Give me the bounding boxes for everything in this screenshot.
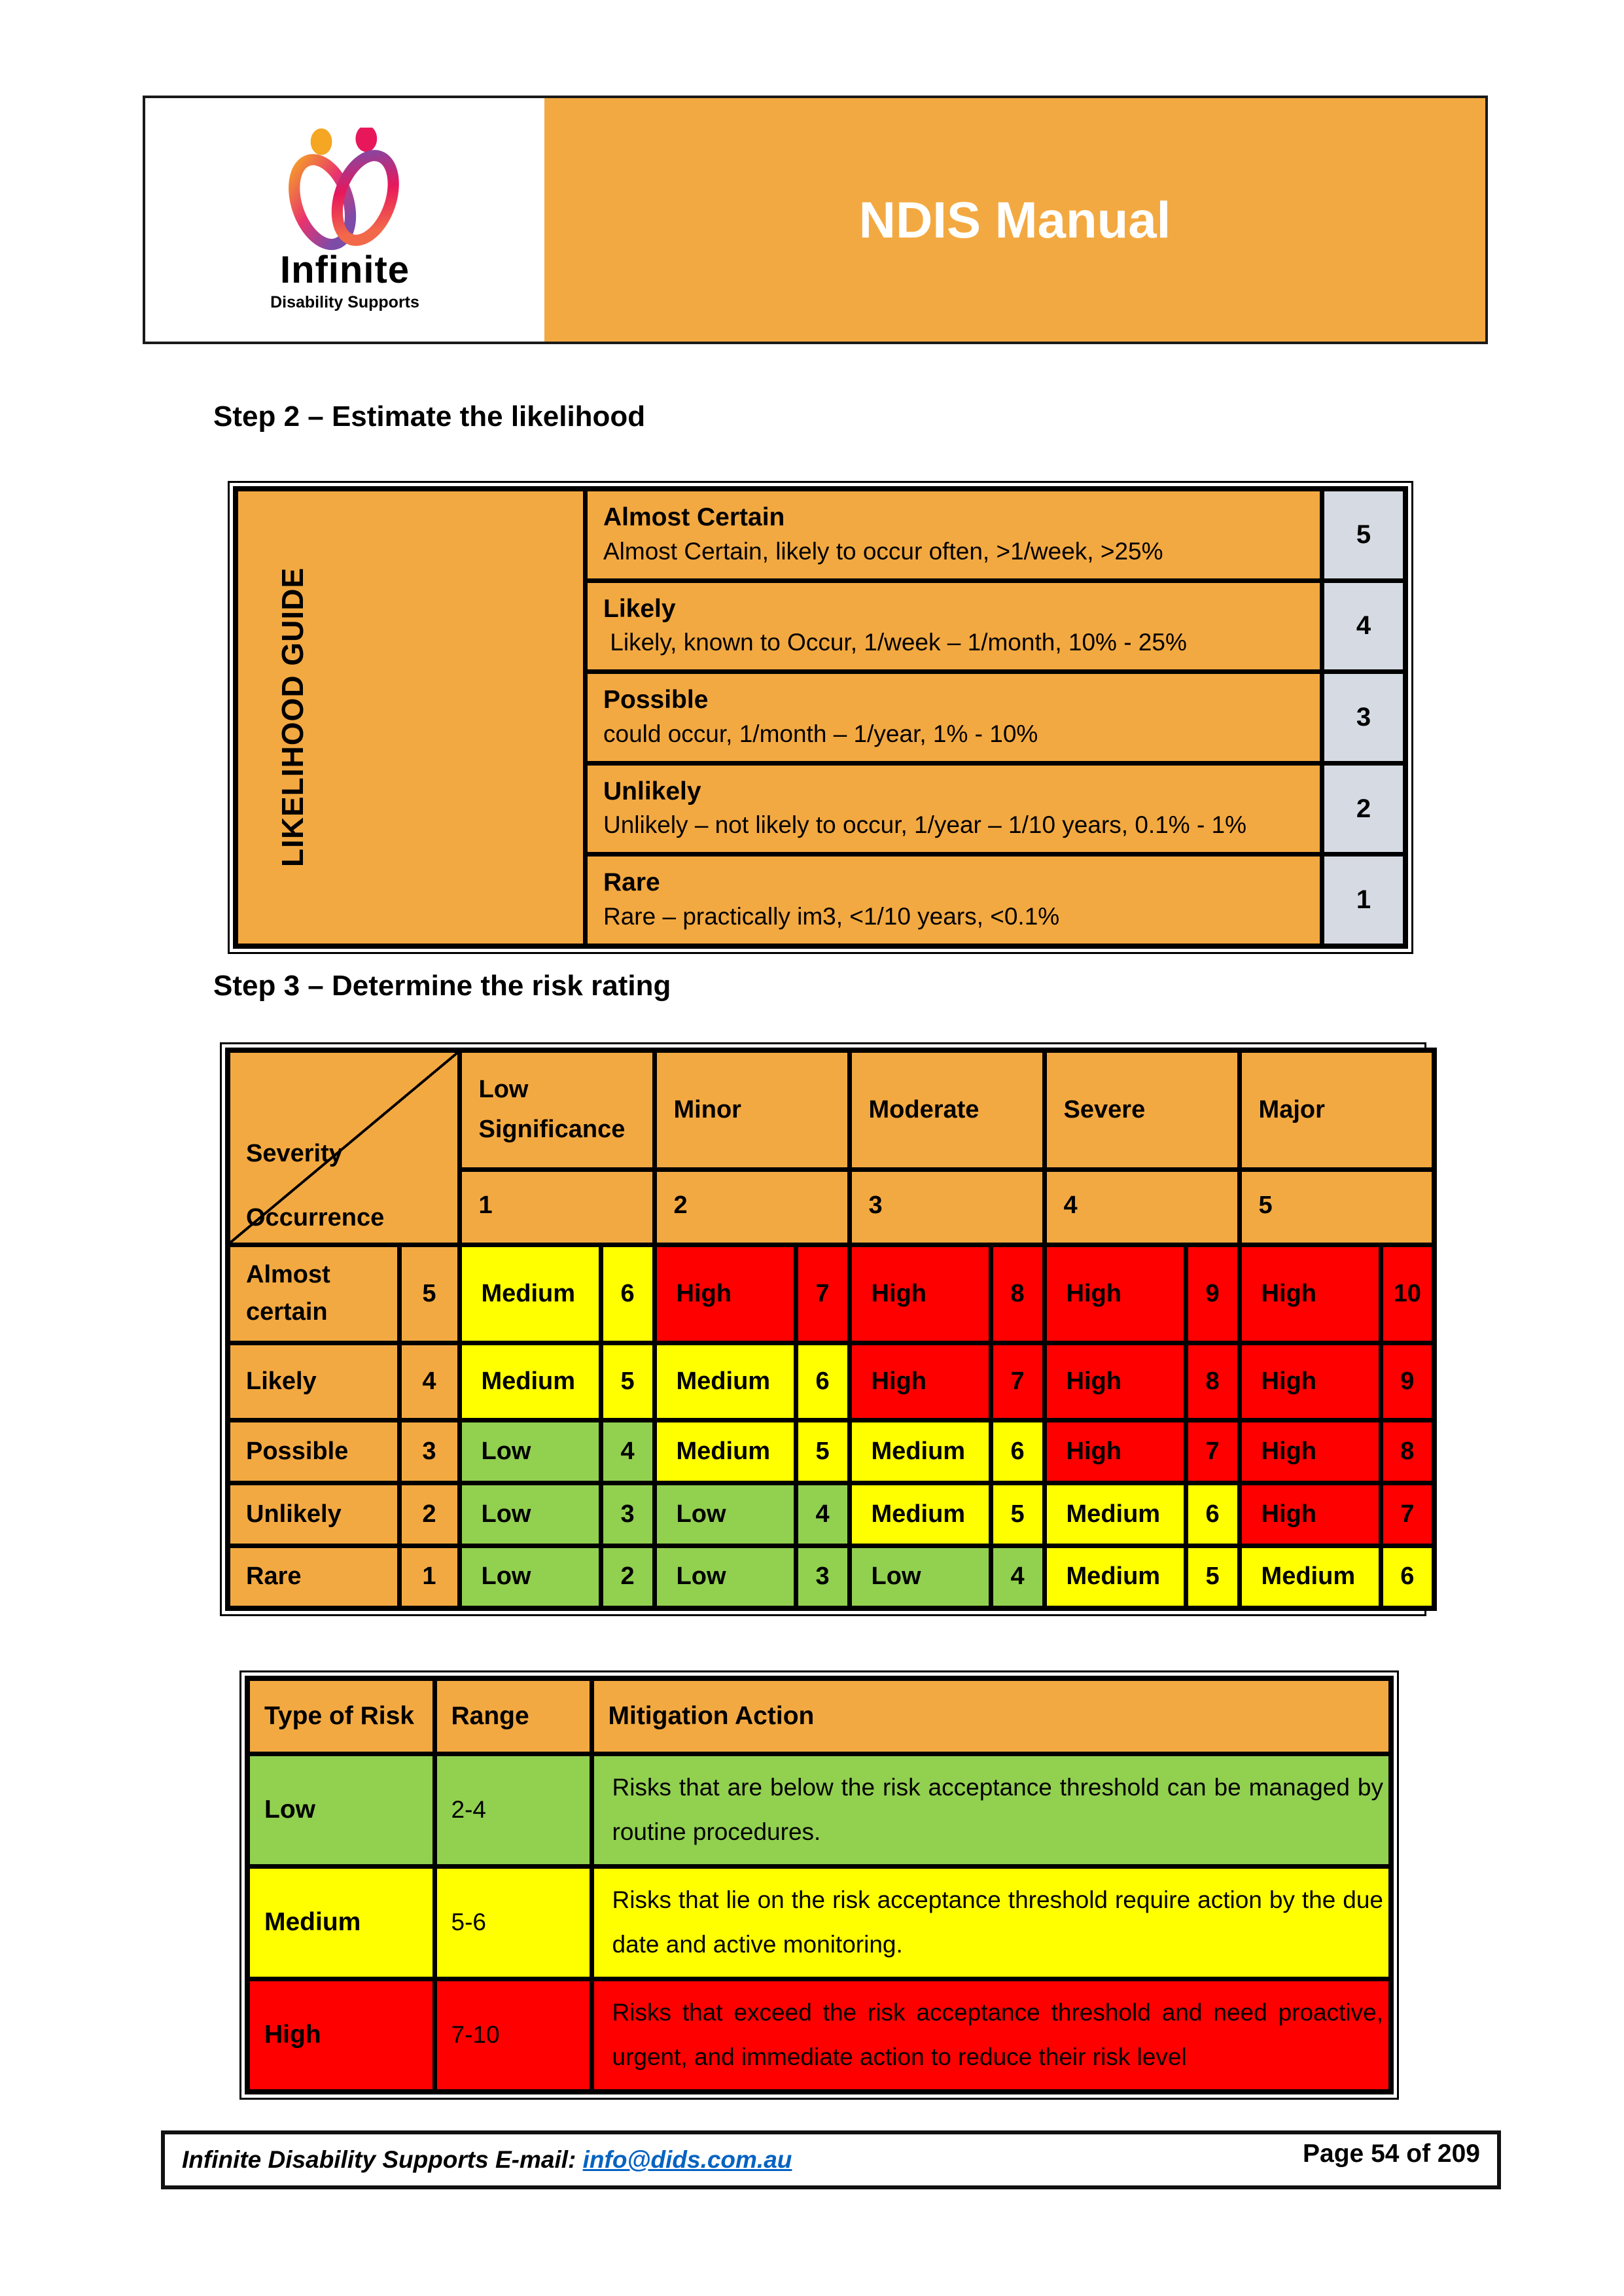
title-banner bbox=[544, 98, 1485, 342]
matrix-rating-cell: High bbox=[1239, 1343, 1381, 1420]
matrix-rating-number: 10 bbox=[1381, 1245, 1434, 1343]
likelihood-description: could occur, 1/month – 1/year, 1% - 10% bbox=[603, 720, 1038, 747]
matrix-rating-cell: Medium bbox=[654, 1343, 796, 1420]
matrix-col-number: 1 bbox=[459, 1169, 654, 1245]
matrix-rating-cell: Low bbox=[654, 1545, 796, 1608]
matrix-rating-cell: Medium bbox=[1239, 1545, 1381, 1608]
matrix-rating-number: 9 bbox=[1381, 1343, 1434, 1420]
likelihood-row bbox=[236, 489, 1405, 580]
matrix-row-number: 1 bbox=[399, 1545, 459, 1608]
matrix-rating-cell: Medium bbox=[654, 1420, 796, 1483]
matrix-corner-cell bbox=[228, 1050, 459, 1245]
infinity-logo-icon bbox=[263, 128, 427, 252]
matrix-row-label: Unlikely bbox=[228, 1483, 399, 1545]
logo-tagline: Disability Supports bbox=[270, 293, 419, 311]
risk-table-header: Type of Risk bbox=[247, 1678, 434, 1754]
document-title: NDIS Manual bbox=[858, 190, 1171, 249]
likelihood-title: Possible bbox=[603, 686, 709, 715]
likelihood-title: Likely bbox=[603, 594, 676, 623]
matrix-rating-number: 8 bbox=[1381, 1420, 1434, 1483]
likelihood-description: Likely, known to Occur, 1/week – 1/month, 10% - 25% bbox=[603, 629, 1187, 656]
matrix-rating-cell: High bbox=[849, 1343, 991, 1420]
risk-type-range: 5-6 bbox=[434, 1866, 591, 1979]
matrix-row-number: 5 bbox=[399, 1245, 459, 1343]
matrix-rating-number: 5 bbox=[1186, 1545, 1239, 1608]
logo-wordmark: Infinite bbox=[279, 249, 410, 291]
matrix-rating-cell: High bbox=[849, 1245, 991, 1343]
matrix-rating-cell: High bbox=[1044, 1245, 1186, 1343]
matrix-rating-cell: High bbox=[1044, 1420, 1186, 1483]
matrix-rating-number: 6 bbox=[1381, 1545, 1434, 1608]
matrix-row-label: Likely bbox=[228, 1343, 399, 1420]
matrix-row-number: 2 bbox=[399, 1483, 459, 1545]
matrix-rating-number: 6 bbox=[991, 1420, 1044, 1483]
logo bbox=[145, 98, 544, 342]
risk-type-row bbox=[247, 1866, 1391, 1979]
matrix-rating-cell: High bbox=[1239, 1420, 1381, 1483]
matrix-rating-number: 4 bbox=[601, 1420, 654, 1483]
matrix-rating-number: 5 bbox=[991, 1483, 1044, 1545]
risk-mitigation-action: Risks that are below the risk acceptance threshold can be managed by routine procedures. bbox=[591, 1754, 1391, 1867]
logo-dot-right bbox=[355, 128, 377, 152]
matrix-rating-number: 6 bbox=[601, 1245, 654, 1343]
matrix-rating-number: 3 bbox=[796, 1545, 849, 1608]
likelihood-guide-table bbox=[228, 481, 1413, 954]
matrix-rating-number: 8 bbox=[1186, 1343, 1239, 1420]
likelihood-title: Almost Certain bbox=[603, 503, 785, 531]
matrix-col-number: 3 bbox=[849, 1169, 1044, 1245]
matrix-rating-cell: Low bbox=[849, 1545, 991, 1608]
matrix-rating-number: 6 bbox=[1186, 1483, 1239, 1545]
corner-occurrence-label: Occurrence bbox=[246, 1203, 385, 1231]
risk-type-range: 7-10 bbox=[434, 1979, 591, 2091]
footer-email-label: Infinite Disability Supports E-mail: bbox=[182, 2146, 583, 2173]
risk-table-header: Range bbox=[434, 1678, 591, 1754]
risk-type-table bbox=[239, 1670, 1399, 2100]
matrix-rating-number: 5 bbox=[796, 1420, 849, 1483]
matrix-rating-cell: High bbox=[1239, 1483, 1381, 1545]
page-number: Page 54 of 209 bbox=[1303, 2140, 1480, 2168]
risk-rating-matrix bbox=[220, 1042, 1426, 1616]
matrix-row bbox=[228, 1343, 1434, 1420]
likelihood-description: Unlikely – not likely to occur, 1/year – 1/10 years, 0.1% - 1% bbox=[603, 811, 1247, 839]
matrix-row-label: Possible bbox=[228, 1420, 399, 1483]
matrix-rating-cell: Medium bbox=[1044, 1545, 1186, 1608]
step3-heading: Step 3 – Determine the risk rating bbox=[213, 970, 671, 1002]
likelihood-title: Unlikely bbox=[603, 777, 701, 805]
matrix-rating-number: 7 bbox=[796, 1245, 849, 1343]
likelihood-side-cell bbox=[236, 489, 586, 946]
matrix-row bbox=[228, 1545, 1434, 1608]
matrix-col-header: Major bbox=[1239, 1050, 1434, 1169]
matrix-row bbox=[228, 1245, 1434, 1343]
risk-mitigation-action: Risks that exceed the risk acceptance threshold and need proactive, urgent, and immediate action to reduce their risk level bbox=[591, 1979, 1391, 2091]
matrix-rating-number: 2 bbox=[601, 1545, 654, 1608]
likelihood-entry-cell bbox=[586, 672, 1322, 764]
footer-email-link[interactable]: info@dids.com.au bbox=[582, 2146, 792, 2173]
corner-severity-label: Severity bbox=[246, 1140, 343, 1168]
matrix-rating-cell: Medium bbox=[459, 1245, 601, 1343]
matrix-rating-cell: High bbox=[654, 1245, 796, 1343]
matrix-rating-number: 6 bbox=[796, 1343, 849, 1420]
risk-type-range: 2-4 bbox=[434, 1754, 591, 1867]
likelihood-side-label: LIKELIHOOD GUIDE bbox=[275, 567, 309, 868]
matrix-rating-cell: Low bbox=[459, 1483, 601, 1545]
matrix-row bbox=[228, 1483, 1434, 1545]
likelihood-title: Rare bbox=[603, 868, 660, 897]
likelihood-description: Almost Certain, likely to occur often, >1/week, >25% bbox=[603, 537, 1163, 565]
matrix-row-number: 4 bbox=[399, 1343, 459, 1420]
matrix-rating-cell: Medium bbox=[459, 1343, 601, 1420]
risk-type-row bbox=[247, 1754, 1391, 1867]
risk-type-name: Medium bbox=[247, 1866, 434, 1979]
likelihood-description: Rare – practically im3, <1/10 years, <0.1% bbox=[603, 902, 1060, 930]
matrix-col-header: Severe bbox=[1044, 1050, 1239, 1169]
matrix-rating-number: 4 bbox=[796, 1483, 849, 1545]
matrix-rating-cell: Low bbox=[654, 1483, 796, 1545]
matrix-col-header: Moderate bbox=[849, 1050, 1044, 1169]
matrix-rating-cell: Low bbox=[459, 1545, 601, 1608]
matrix-rating-number: 7 bbox=[1381, 1483, 1434, 1545]
likelihood-entry-cell bbox=[586, 763, 1322, 855]
matrix-rating-number: 3 bbox=[601, 1483, 654, 1545]
risk-mitigation-action: Risks that lie on the risk acceptance threshold require action by the due date and active monitoring. bbox=[591, 1866, 1391, 1979]
risk-table-header: Mitigation Action bbox=[591, 1678, 1391, 1754]
matrix-rating-number: 9 bbox=[1186, 1245, 1239, 1343]
matrix-col-header: Low Significance bbox=[459, 1050, 654, 1169]
matrix-row bbox=[228, 1420, 1434, 1483]
likelihood-entry-cell bbox=[586, 580, 1322, 672]
likelihood-entry-cell bbox=[586, 489, 1322, 580]
page-footer bbox=[161, 2130, 1501, 2189]
likelihood-score-cell: 2 bbox=[1322, 763, 1406, 855]
likelihood-entry-cell bbox=[586, 855, 1322, 946]
matrix-col-number: 5 bbox=[1239, 1169, 1434, 1245]
matrix-rating-number: 7 bbox=[991, 1343, 1044, 1420]
matrix-row-number: 3 bbox=[399, 1420, 459, 1483]
risk-type-row bbox=[247, 1979, 1391, 2091]
matrix-rating-cell: Low bbox=[459, 1420, 601, 1483]
page-header bbox=[143, 96, 1488, 344]
likelihood-score-cell: 4 bbox=[1322, 580, 1406, 672]
step2-heading: Step 2 – Estimate the likelihood bbox=[213, 400, 646, 433]
matrix-rating-number: 7 bbox=[1186, 1420, 1239, 1483]
likelihood-score-cell: 5 bbox=[1322, 489, 1406, 580]
likelihood-score-cell: 1 bbox=[1322, 855, 1406, 946]
matrix-rating-cell: High bbox=[1044, 1343, 1186, 1420]
matrix-col-number: 4 bbox=[1044, 1169, 1239, 1245]
matrix-row-label: Rare bbox=[228, 1545, 399, 1608]
matrix-col-header: Minor bbox=[654, 1050, 849, 1169]
logo-dot-left bbox=[311, 128, 332, 155]
matrix-rating-number: 8 bbox=[991, 1245, 1044, 1343]
matrix-row-label: Almost certain bbox=[228, 1245, 399, 1343]
matrix-rating-cell: Medium bbox=[849, 1483, 991, 1545]
matrix-rating-cell: Medium bbox=[1044, 1483, 1186, 1545]
matrix-rating-number: 4 bbox=[991, 1545, 1044, 1608]
risk-type-name: High bbox=[247, 1979, 434, 2091]
likelihood-score-cell: 3 bbox=[1322, 672, 1406, 764]
matrix-rating-cell: Medium bbox=[849, 1420, 991, 1483]
matrix-col-number: 2 bbox=[654, 1169, 849, 1245]
footer-contact bbox=[182, 2146, 792, 2174]
matrix-rating-cell: High bbox=[1239, 1245, 1381, 1343]
matrix-rating-number: 5 bbox=[601, 1343, 654, 1420]
risk-type-name: Low bbox=[247, 1754, 434, 1867]
